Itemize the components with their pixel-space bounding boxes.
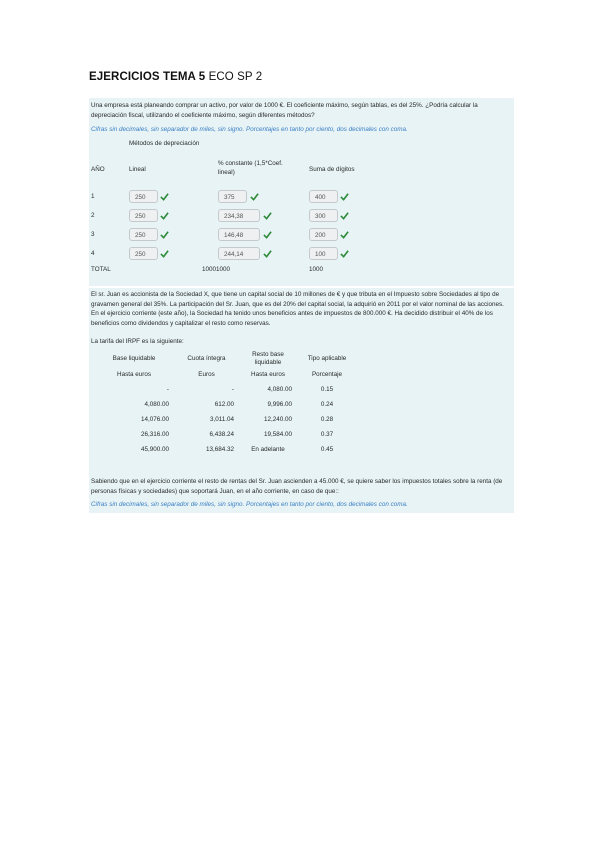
table-row (94, 397, 357, 412)
table-cell: 0.37 (320, 431, 334, 438)
table-cell: 0.28 (320, 416, 334, 423)
irpf-header: Resto base liquidable (252, 351, 284, 366)
lineal-answer-input[interactable]: 250 (129, 190, 158, 203)
sum-answer-input[interactable]: 300 (309, 209, 338, 222)
table-cell: 3,011.04 (209, 416, 234, 423)
irpf-header: Base liquidable (112, 355, 156, 362)
check-icon (160, 230, 169, 239)
exercise-1-panel (89, 98, 514, 286)
table-row (94, 427, 357, 442)
table-cell: 13,684.32 (205, 446, 234, 453)
table-cell: 612.00 (214, 401, 234, 408)
table-cell: 0.45 (320, 446, 334, 453)
table-cell: 6,438.24 (209, 431, 234, 438)
exercise-2-hint: Cifras sin decimales, sin separador de miles, sin signo. Porcentajes en tanto por ciento, dos decimales con coma. (91, 501, 408, 508)
irpf-table (94, 351, 357, 457)
lineal-answer-input[interactable]: 250 (129, 209, 158, 222)
title-bold: EJERCICIOS TEMA 5 (89, 71, 206, 83)
check-icon (160, 211, 169, 220)
year-label: 1 (91, 193, 95, 200)
table-cell: 0.15 (320, 386, 334, 393)
irpf-unit: Hasta euros (251, 371, 285, 378)
check-icon (340, 230, 349, 239)
total-lineal-constant: 10001000 (202, 266, 231, 273)
table-cell: 26,316.00 (140, 431, 169, 438)
lineal-answer-input[interactable]: 250 (129, 247, 158, 260)
exercise-1-statement: Una empresa está planeando comprar un activo, por valor de 1000 €. El coeficiente máximo, según tablas, es del 25%. ¿Podría calcular la depreciación fiscal, utilizando el coeficiente máximo, según diferentes métodos? (91, 102, 478, 119)
check-icon (340, 249, 349, 258)
sum-answer-input[interactable]: 100 (309, 247, 338, 260)
constant-answer-input[interactable]: 244,14 (218, 247, 260, 260)
title-rest: ECO SP 2 (205, 71, 263, 83)
methods-label: Métodos de depreciación (129, 140, 200, 147)
check-icon (263, 249, 272, 258)
check-icon (250, 192, 259, 201)
total-sum: 1000 (309, 266, 324, 273)
table-cell: 14,076.00 (140, 416, 169, 423)
table-cell: - (231, 386, 234, 393)
total-label: TOTAL (91, 266, 111, 273)
exercise-1-hint: Cifras sin decimales, sin separador de miles, sin signo. Porcentajes en tanto por ciento, dos decimales con coma. (91, 126, 408, 133)
irpf-unit: Euros (198, 371, 215, 378)
check-icon (263, 230, 272, 239)
table-row (94, 442, 357, 457)
irpf-body (94, 382, 357, 457)
sum-answer-input[interactable]: 200 (309, 228, 338, 241)
table-cell: En adelante (251, 446, 285, 453)
irpf-unit: Hasta euros (117, 371, 151, 378)
constant-answer-input[interactable]: 146,48 (218, 228, 260, 241)
irpf-header: Cuota íntegra (187, 355, 226, 362)
tarifa-label: La tarifa del IRPF es la siguiente: (91, 338, 184, 345)
table-cell: 12,240.00 (263, 416, 292, 423)
exercise-2-panel (89, 288, 514, 513)
col-year: AÑO (91, 166, 105, 173)
sum-answer-input[interactable]: 400 (309, 190, 338, 203)
page-title (89, 71, 262, 83)
irpf-header-row (94, 351, 357, 367)
table-cell: 9,996.00 (267, 401, 292, 408)
year-label: 3 (91, 231, 95, 238)
irpf-unit: Porcentaje (311, 371, 343, 378)
col-constant: % constante (1,5*Coef. lineal) (218, 160, 283, 176)
check-icon (340, 192, 349, 201)
table-cell: 4,080.00 (267, 386, 292, 393)
check-icon (263, 211, 272, 220)
check-icon (160, 249, 169, 258)
lineal-answer-input[interactable]: 250 (129, 228, 158, 241)
constant-answer-input[interactable]: 375 (218, 190, 247, 203)
table-cell: 45,900.00 (140, 446, 169, 453)
year-label: 2 (91, 212, 95, 219)
col-lineal: Lineal (129, 166, 146, 173)
col-sum: Suma de dígitos (309, 166, 355, 173)
table-cell: - (166, 386, 169, 393)
year-label: 4 (91, 250, 95, 257)
exercise-2-statement: El sr. Juan es accionista de la Sociedad X, que tiene un capital social de 10 millones de € y que tributa en el Impuesto sobre Sociedades al tipo de gravamen general del 35%. La participación del Sr. Juan, que es del 20% del capital social, la adquirió en 2011 por el valor nominal de las acciones. En el ejercicio corriente (este año), la Sociedad ha tenido unos beneficios antes de impuestos de 800.000 €. Ha decidido distribuir el 40% de los beneficios como dividendos y capitalizar el resto como reservas. (91, 291, 504, 327)
irpf-units-row (94, 367, 357, 382)
table-cell: 4,080.00 (144, 401, 169, 408)
table-cell: 19,584.00 (263, 431, 292, 438)
irpf-header: Tipo aplicable (307, 355, 347, 362)
check-icon (340, 211, 349, 220)
check-icon (160, 192, 169, 201)
table-row (94, 412, 357, 427)
table-row (94, 382, 357, 397)
exercise-2-question: Sabiendo que en el ejercicio corriente el resto de rentas del Sr. Juan ascienden a 45.000 €, se quiere saber los impuestos totales sobre la renta (de personas físicas y sociedades) que soportará Juan, en el año corriente, en caso de que:: (91, 478, 503, 495)
constant-answer-input[interactable]: 234,38 (218, 209, 260, 222)
table-cell: 0.24 (320, 401, 334, 408)
